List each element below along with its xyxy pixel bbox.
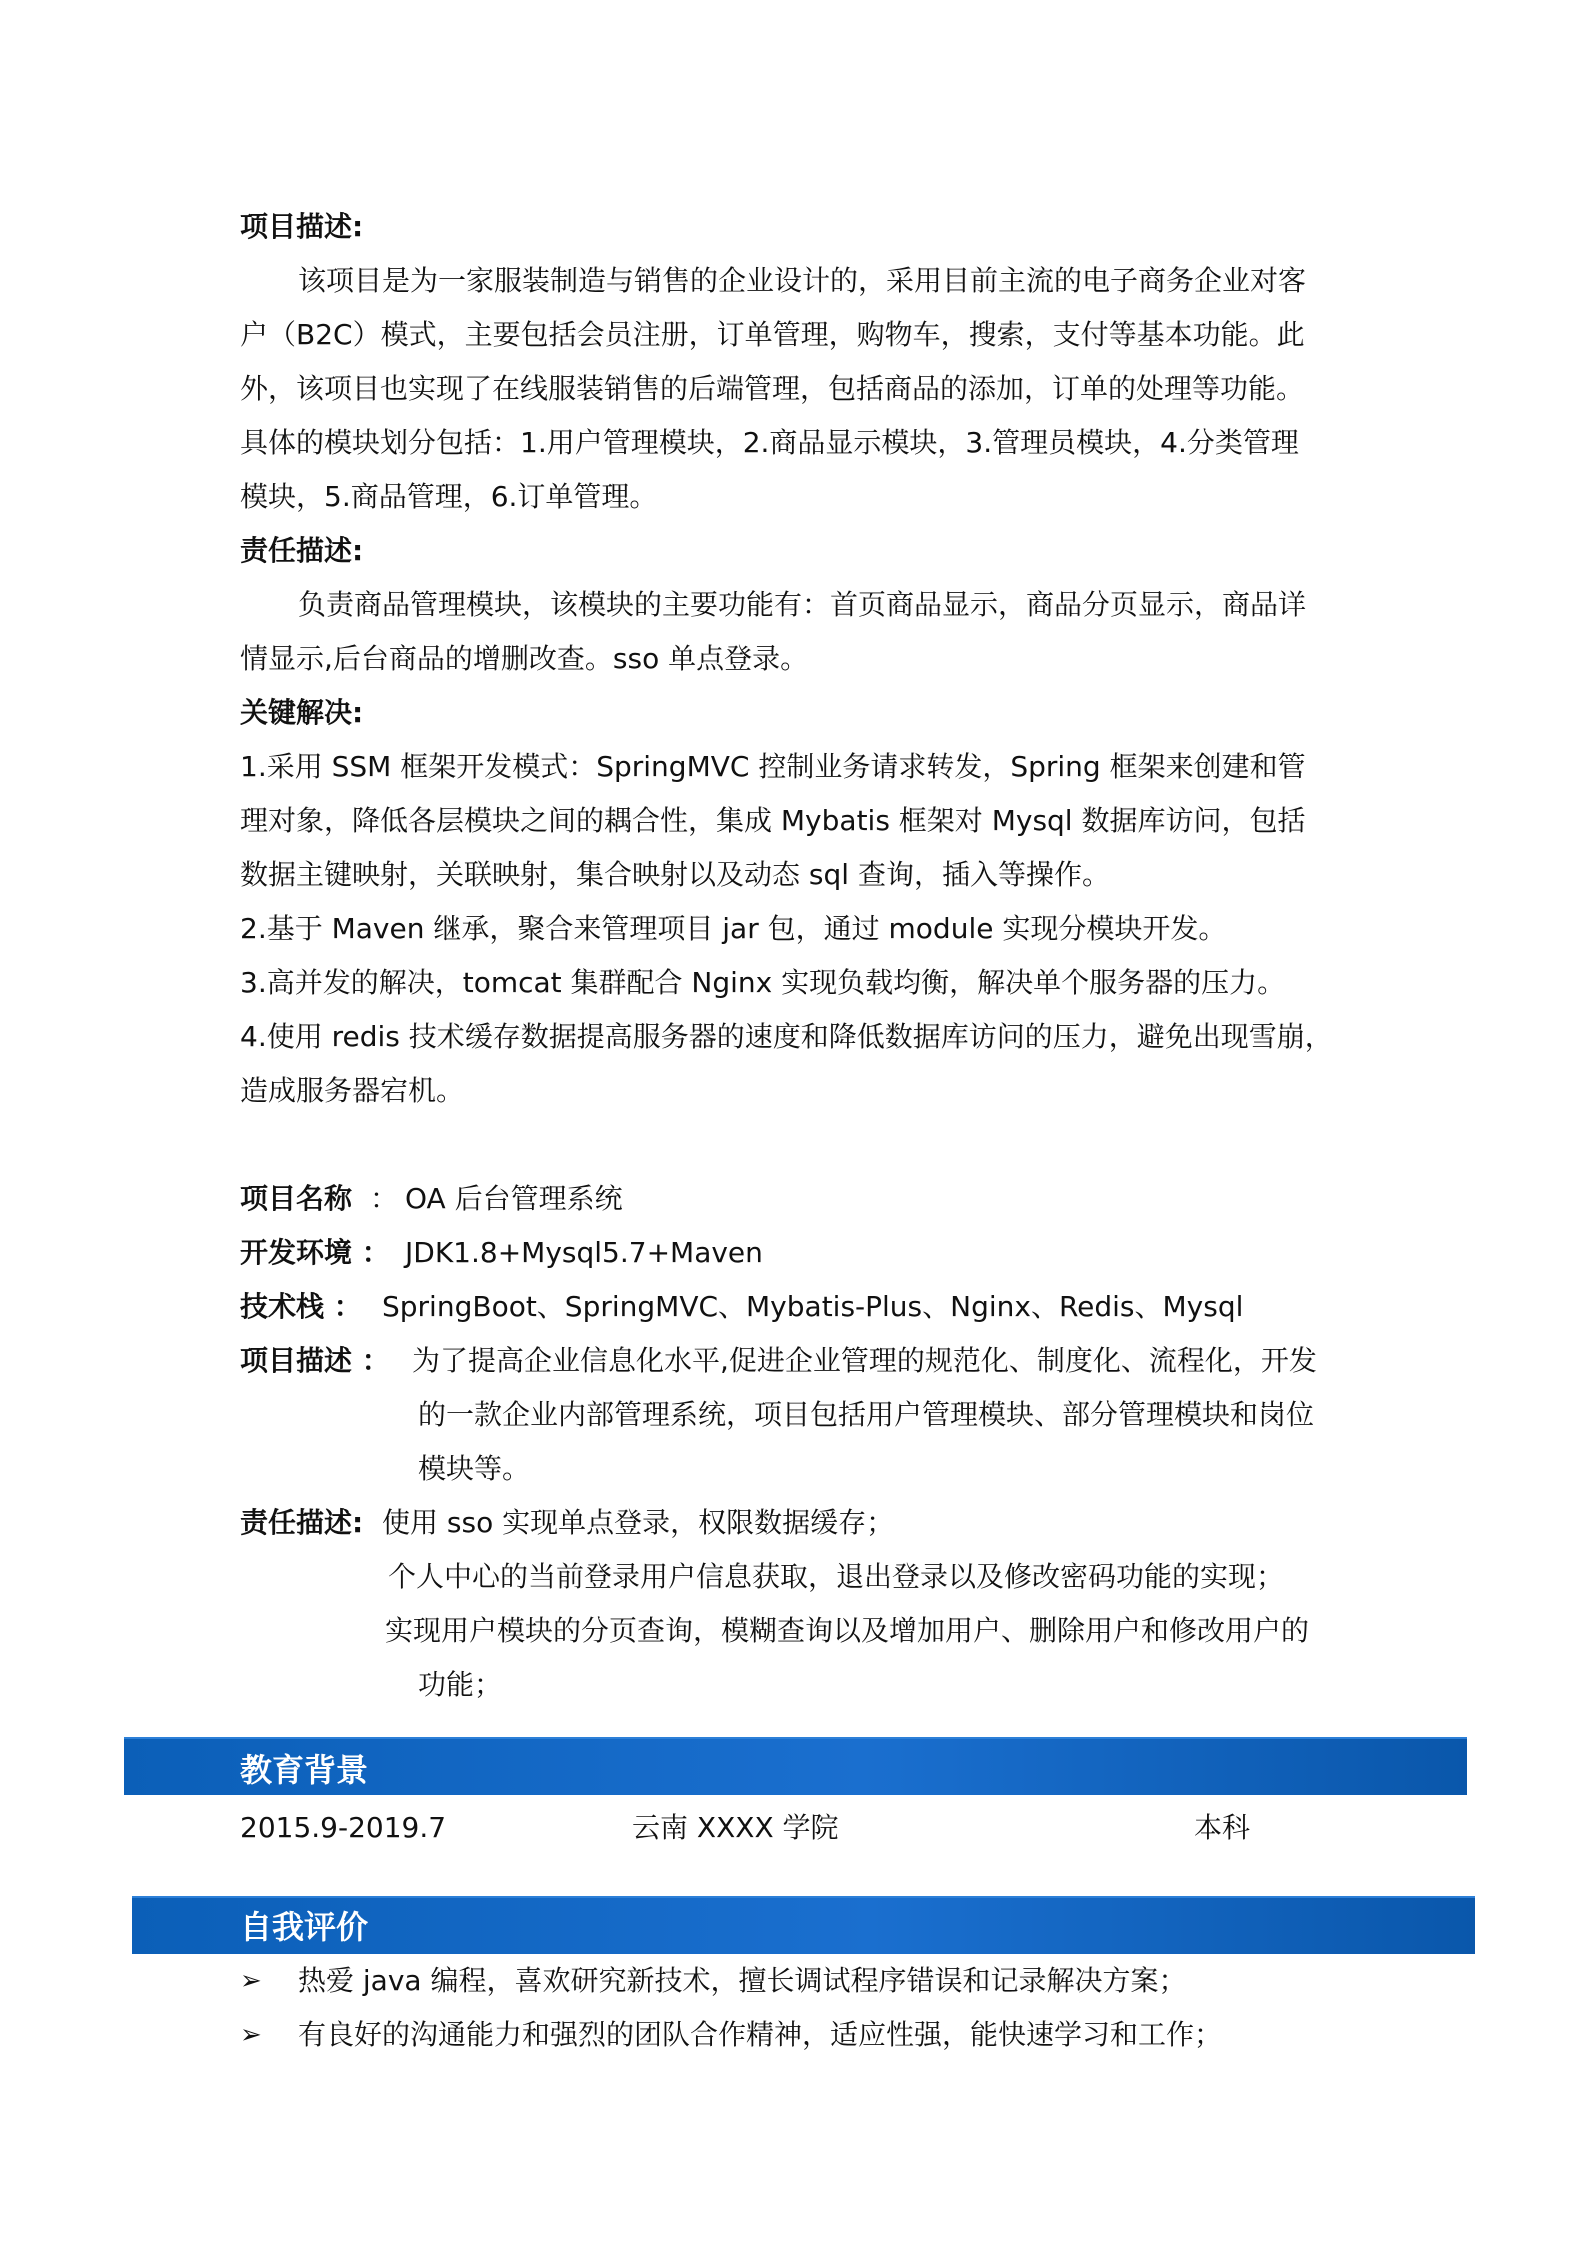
education-degree: 本科 [1194,1811,1251,1844]
self-eval-item: 有良好的沟通能力和强烈的团队合作精神，适应性强，能快速学习和工作； [298,2018,1223,2051]
project1-resp-label: 责任描述: [240,534,364,567]
project1-key-line: 2.基于 Maven 继承，聚合来管理项目 jar 包，通过 module 实现分模块开发。 [240,912,1227,945]
project1-desc-line: 该项目是为一家服装制造与销售的企业设计的，采用目前主流的电子商务企业对客 [298,264,1307,297]
project1-key-line: 数据主键映射，关联映射，集合映射以及动态 sql 查询，插入等操作。 [240,858,1110,891]
project1-key-line: 造成服务器宕机。 [240,1074,465,1107]
project1-desc-line: 具体的模块划分包括：1.用户管理模块，2.商品显示模块，3.管理员模块，4.分类管理 [240,426,1299,459]
project1-key-line: 1.采用 SSM 框架开发模式：SpringMVC 控制业务请求转发，Spring 框架来创建和管 [240,750,1306,783]
project2-desc-line: 的一款企业内部管理系统，项目包括用户管理模块、部分管理模块和岗位 [418,1398,1315,1431]
education-school: 云南 XXXX 学院 [632,1811,839,1844]
project1-desc-label: 项目描述: [240,210,364,243]
project2-resp-line: 使用 sso 实现单点登录，权限数据缓存； [382,1506,895,1539]
education-period: 2015.9-2019.7 [240,1811,447,1844]
project1-resp-line: 情显示,后台商品的增删改查。sso 单点登录。 [240,642,809,675]
project1-key-line: 4.使用 redis 技术缓存数据提高服务器的速度和降低数据库访问的压力，避免出现雪崩， [240,1020,1333,1053]
project2-resp-line: 功能； [418,1668,503,1701]
project2-name-sep: ： [370,1182,399,1215]
arrow-bullet-icon: ➢ [240,2020,262,2050]
education-section-title: 教育背景 [240,1751,369,1789]
project2-resp-line: 实现用户模块的分页查询，模糊查询以及增加用户、删除用户和修改用户的 [385,1614,1310,1647]
project1-key-line: 理对象，降低各层模块之间的耦合性，集成 Mybatis 框架对 Mysql 数据库访问，包括 [240,804,1306,837]
project2-name-value: OA 后台管理系统 [405,1182,623,1215]
project2-desc-line: 模块等。 [418,1452,531,1485]
project1-key-line: 3.高并发的解决，tomcat 集群配合 Nginx 实现负载均衡，解决单个服务器的压力。 [240,966,1286,999]
project2-desc-label: 项目描述 ： [240,1344,390,1377]
arrow-bullet-icon: ➢ [240,1966,262,1996]
project2-env-label: 开发环境 ： [240,1236,390,1269]
project2-name-label: 项目名称 [240,1182,353,1215]
project2-env-value: JDK1.8+Mysql5.7+Maven [405,1236,763,1269]
self-eval-item: 热爱 java 编程，喜欢研究新技术，擅长调试程序错误和记录解决方案； [298,1964,1187,1997]
project2-resp-line: 个人中心的当前登录用户信息获取，退出登录以及修改密码功能的实现； [388,1560,1285,1593]
project2-desc-line: 为了提高企业信息化水平,促进企业管理的规范化、制度化、流程化，开发 [412,1344,1317,1377]
project1-resp-line: 负责商品管理模块，该模块的主要功能有：首页商品显示，商品分页显示，商品详 [298,588,1307,621]
project2-stack-value: SpringBoot、SpringMVC、Mybatis-Plus、Nginx、Redis、Mysql [382,1290,1244,1323]
project1-desc-line: 户（B2C）模式，主要包括会员注册，订单管理，购物车，搜索，支付等基本功能。此 [240,318,1305,351]
project2-stack-label: 技术栈 ： [240,1290,362,1323]
project2-resp-label: 责任描述: [240,1506,364,1539]
project1-desc-line: 外，该项目也实现了在线服装销售的后端管理，包括商品的添加，订单的处理等功能。 [240,372,1305,405]
self-eval-section-title: 自我评价 [240,1908,369,1946]
project1-key-label: 关键解决: [240,696,364,729]
project1-desc-line: 模块，5.商品管理，6.订单管理。 [240,480,658,513]
